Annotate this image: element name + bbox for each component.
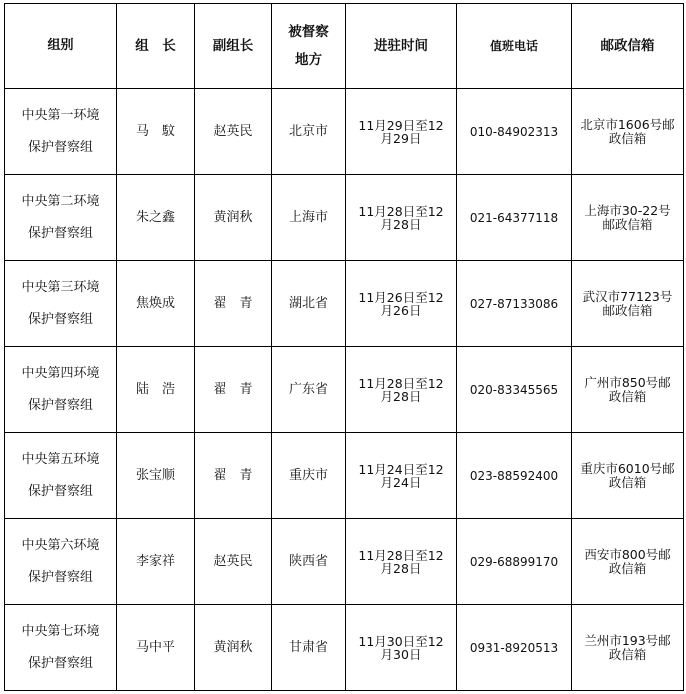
group-cell [5, 89, 117, 175]
group-line1: 中央第二环境 [21, 193, 100, 209]
mailbox-cell [572, 347, 684, 433]
time-line1: 11月26日至12 [358, 289, 444, 305]
table-body [5, 89, 684, 691]
mailbox-line1: 重庆市6010号邮 [580, 460, 675, 476]
deputy-cell: 赵英民 [195, 519, 272, 605]
place-cell: 湖北省 [272, 261, 346, 347]
group-line1: 中央第三环境 [21, 279, 100, 295]
table-row [5, 89, 684, 175]
group-cell [5, 519, 117, 605]
header-mailbox: 邮政信箱 [572, 4, 684, 89]
mailbox-line1: 上海市30-22号 [584, 202, 671, 218]
header-phone: 值班电话 [457, 4, 572, 89]
place-cell: 甘肃省 [272, 605, 346, 691]
deputy-cell: 翟 青 [195, 433, 272, 519]
header-supervised [272, 4, 346, 89]
time-cell [346, 175, 457, 261]
time-line2: 月26日 [380, 302, 422, 318]
mailbox-cell [572, 519, 684, 605]
leader-cell: 焦焕成 [117, 261, 195, 347]
table-row [5, 519, 684, 605]
table-header [5, 4, 684, 89]
group-cell [5, 347, 117, 433]
phone-cell: 021-64377118 [457, 175, 572, 261]
group-cell [5, 261, 117, 347]
time-line1: 11月28日至12 [358, 203, 444, 219]
time-line1: 11月30日至12 [358, 633, 444, 649]
phone-cell: 023-88592400 [457, 433, 572, 519]
group-line2: 保护督察组 [27, 225, 93, 241]
supervision-groups-table [4, 3, 684, 691]
leader-cell: 马 馼 [117, 89, 195, 175]
place-cell: 上海市 [272, 175, 346, 261]
mailbox-line2: 政信箱 [608, 474, 647, 490]
leader-cell: 陆 浩 [117, 347, 195, 433]
leader-cell: 李家祥 [117, 519, 195, 605]
group-cell [5, 175, 117, 261]
time-cell [346, 89, 457, 175]
header-row [5, 4, 684, 89]
header-leader: 组 长 [117, 4, 195, 89]
mailbox-line2: 政信箱 [608, 646, 647, 662]
header-group: 组别 [5, 4, 117, 89]
mailbox-line2: 政信箱 [608, 130, 647, 146]
time-line2: 月28日 [380, 560, 422, 576]
phone-cell: 0931-8920513 [457, 605, 572, 691]
phone-cell: 027-87133086 [457, 261, 572, 347]
mailbox-line2: 邮政信箱 [602, 302, 653, 318]
leader-cell: 马中平 [117, 605, 195, 691]
time-line2: 月29日 [380, 130, 422, 146]
mailbox-line1: 广州市850号邮 [584, 374, 671, 390]
mailbox-line1: 西安市800号邮 [584, 546, 671, 562]
table-row [5, 433, 684, 519]
group-line1: 中央第一环境 [21, 107, 100, 123]
mailbox-line1: 北京市1606号邮 [580, 116, 675, 132]
table-row [5, 605, 684, 691]
place-cell: 北京市 [272, 89, 346, 175]
deputy-cell: 黄润秋 [195, 175, 272, 261]
mailbox-line1: 武汉市77123号 [582, 288, 673, 304]
mailbox-line2: 邮政信箱 [602, 216, 653, 232]
group-cell [5, 605, 117, 691]
time-cell [346, 261, 457, 347]
leader-cell: 朱之鑫 [117, 175, 195, 261]
time-cell [346, 605, 457, 691]
time-cell [346, 433, 457, 519]
time-cell [346, 519, 457, 605]
time-line2: 月30日 [380, 646, 422, 662]
time-line1: 11月24日至12 [358, 461, 444, 477]
phone-cell: 020-83345565 [457, 347, 572, 433]
phone-cell: 029-68899170 [457, 519, 572, 605]
group-line2: 保护督察组 [27, 569, 93, 585]
header-time: 进驻时间 [346, 4, 457, 89]
time-line1: 11月29日至12 [358, 117, 444, 133]
mailbox-cell [572, 261, 684, 347]
group-line2: 保护督察组 [27, 655, 93, 671]
time-line1: 11月28日至12 [358, 547, 444, 563]
mailbox-line1: 兰州市193号邮 [584, 632, 671, 648]
time-line1: 11月28日至12 [358, 375, 444, 391]
header-supervised-line2: 地方 [295, 52, 322, 68]
group-line1: 中央第七环境 [21, 623, 100, 639]
deputy-cell: 赵英民 [195, 89, 272, 175]
leader-cell: 张宝顺 [117, 433, 195, 519]
time-line2: 月24日 [380, 474, 422, 490]
header-supervised-line1: 被督察 [288, 24, 329, 40]
place-cell: 陕西省 [272, 519, 346, 605]
table-row [5, 261, 684, 347]
table-row [5, 347, 684, 433]
group-cell [5, 433, 117, 519]
time-cell [346, 347, 457, 433]
group-line1: 中央第五环境 [21, 451, 100, 467]
deputy-cell: 翟 青 [195, 347, 272, 433]
group-line2: 保护督察组 [27, 311, 93, 327]
time-line2: 月28日 [380, 388, 422, 404]
time-line2: 月28日 [380, 216, 422, 232]
mailbox-cell [572, 89, 684, 175]
phone-cell: 010-84902313 [457, 89, 572, 175]
group-line1: 中央第六环境 [21, 537, 100, 553]
mailbox-line2: 政信箱 [608, 388, 647, 404]
mailbox-cell [572, 175, 684, 261]
group-line2: 保护督察组 [27, 139, 93, 155]
mailbox-line2: 政信箱 [608, 560, 647, 576]
group-line2: 保护督察组 [27, 483, 93, 499]
mailbox-cell [572, 605, 684, 691]
place-cell: 广东省 [272, 347, 346, 433]
deputy-cell: 翟 青 [195, 261, 272, 347]
mailbox-cell [572, 433, 684, 519]
group-line2: 保护督察组 [27, 397, 93, 413]
place-cell: 重庆市 [272, 433, 346, 519]
group-line1: 中央第四环境 [21, 365, 100, 381]
deputy-cell: 黄润秋 [195, 605, 272, 691]
header-deputy: 副组长 [195, 4, 272, 89]
table-row [5, 175, 684, 261]
